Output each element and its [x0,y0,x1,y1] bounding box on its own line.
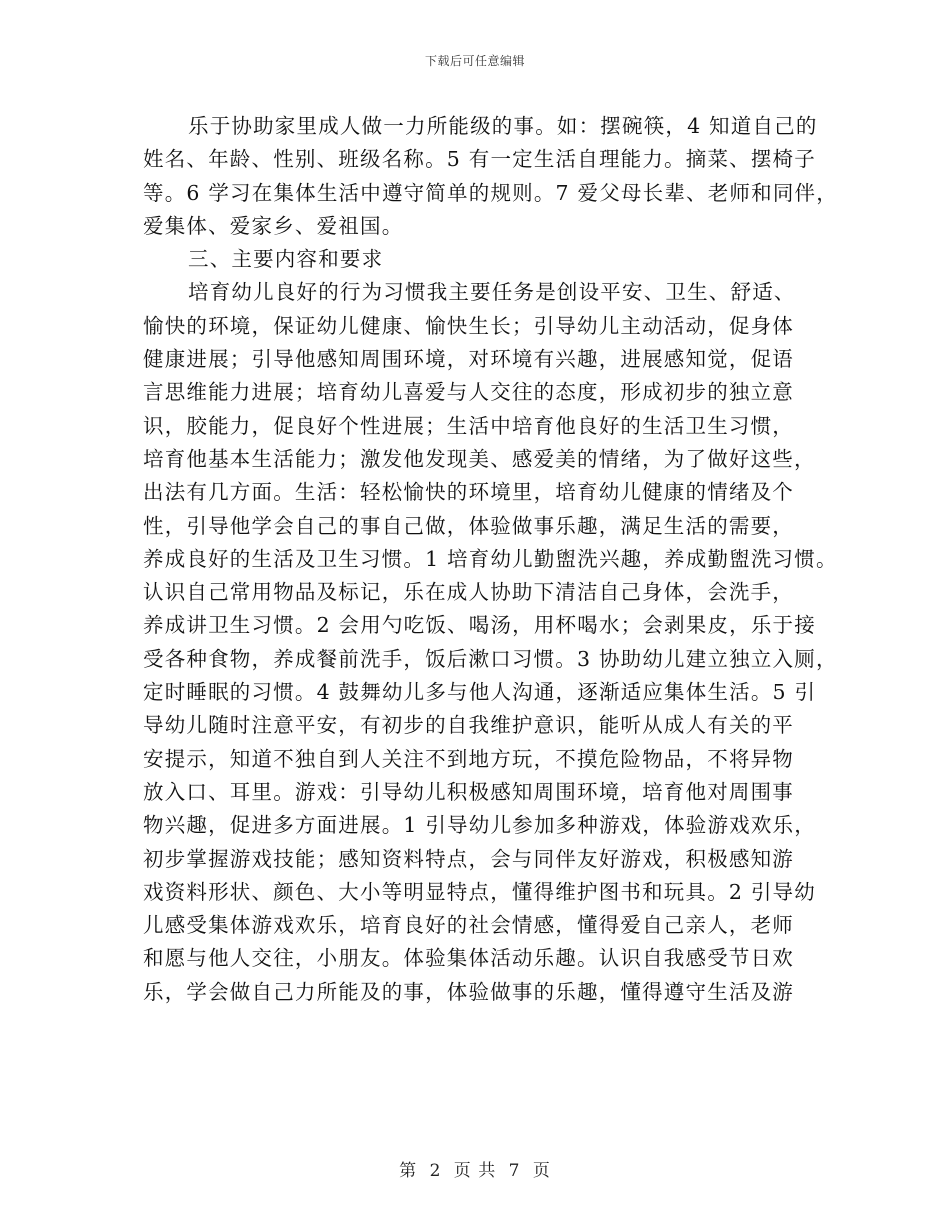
text-line: 培育幼儿良好的行为习惯我主要任务是创设平安、卫生、舒适、 [188,280,796,305]
text-line: 放入口、耳里。游戏：引导幼儿积极感知周围环境，培育他对周围事 [143,779,794,804]
body-text [143,110,838,1009]
text-line: 乐于协助家里成人做一力所能级的事。如：摆碗筷，4 知道自己的 [188,114,818,138]
text-line: 认识自己常用物品及标记，乐在成人协助下清洁自己身体，会洗手， [143,580,794,605]
text-line: 言思维能力进展；培育幼儿喜爱与人交往的态度，形成初步的独立意 [143,380,794,405]
text-line: 初步掌握游戏技能；感知资料特点，会与同伴友好游戏，积极感知游 [143,846,794,871]
text-line: 出法有几方面。生活：轻松愉快的环境里，培育幼儿健康的情绪及个 [143,480,794,505]
text-line: 导幼儿随时注意平安，有初步的自我维护意识，能听从成人有关的平 [143,713,794,738]
footer-page-number: 2 [429,1161,442,1181]
text-line: 物兴趣，促进多方面进展。1 引导幼儿参加多种游戏，体验游戏欢乐， [143,813,816,838]
text-line: 爱集体、爱家乡、爱祖国。 [143,213,404,238]
text-line: 定时睡眠的习惯。4 鼓舞幼儿多与他人沟通，逐渐适应集体生活。5 引 [143,680,817,705]
text-line: 培育他基本生活能力；激发他发现美、感爱美的情绪，为了做好这些， [143,446,816,471]
footer-total-pages: 7 [508,1161,521,1181]
footer-suffix: 页 [532,1161,551,1181]
text-line: 性，引导他学会自己的事自己做，体验做事乐趣，满足生活的需要， [143,513,794,538]
footer-prefix: 第 [399,1161,418,1181]
footer-middle: 页 共 [453,1161,497,1181]
page-footer [0,1156,950,1181]
text-line: 健康进展；引导他感知周围环境，对环境有兴趣，进展感知觉，促语 [143,347,794,372]
text-line: 养成讲卫生习惯。2 会用勺吃饭、喝汤，用杯喝水；会剥果皮，乐于接 [143,613,816,638]
text-line: 等。6 学习在集体生活中遵守简单的规则。7 爱父母长辈、老师和同伴， [143,180,838,205]
text-line: 儿感受集体游戏欢乐，培育良好的社会情感，懂得爱自己亲人，老师 [143,913,794,938]
text-line: 三、主要内容和要求 [188,247,384,272]
text-line: 和愿与他人交往，小朋友。体验集体活动乐趣。认识自我感受节日欢 [143,946,794,971]
text-line: 受各种食物，养成餐前洗手，饭后漱口习惯。3 协助幼儿建立独立入厕， [143,646,838,671]
text-line: 戏资料形状、颜色、大小等明显特点，懂得维护图书和玩具。2 引导幼 [143,879,816,904]
text-line: 姓名、年龄、性别、班级名称。5 有一定生活自理能力。摘菜、摆椅子 [143,147,816,172]
text-line: 识，胶能力，促良好个性进展；生活中培育他良好的生活卫生习惯， [143,413,794,438]
page-header: 下载后可任意编辑 [424,54,525,68]
text-line: 安提示，知道不独自到人关注不到地方玩，不摸危险物品，不将异物 [143,746,794,771]
text-line: 养成良好的生活及卫生习惯。1 培育幼儿勤盥洗兴趣，养成勤盥洗习惯。 [143,546,838,571]
text-line: 愉快的环境，保证幼儿健康、愉快生长；引导幼儿主动活动，促身体 [143,313,794,338]
text-line: 乐，学会做自己力所能及的事，体验做事的乐趣，懂得遵守生活及游 [143,979,794,1004]
